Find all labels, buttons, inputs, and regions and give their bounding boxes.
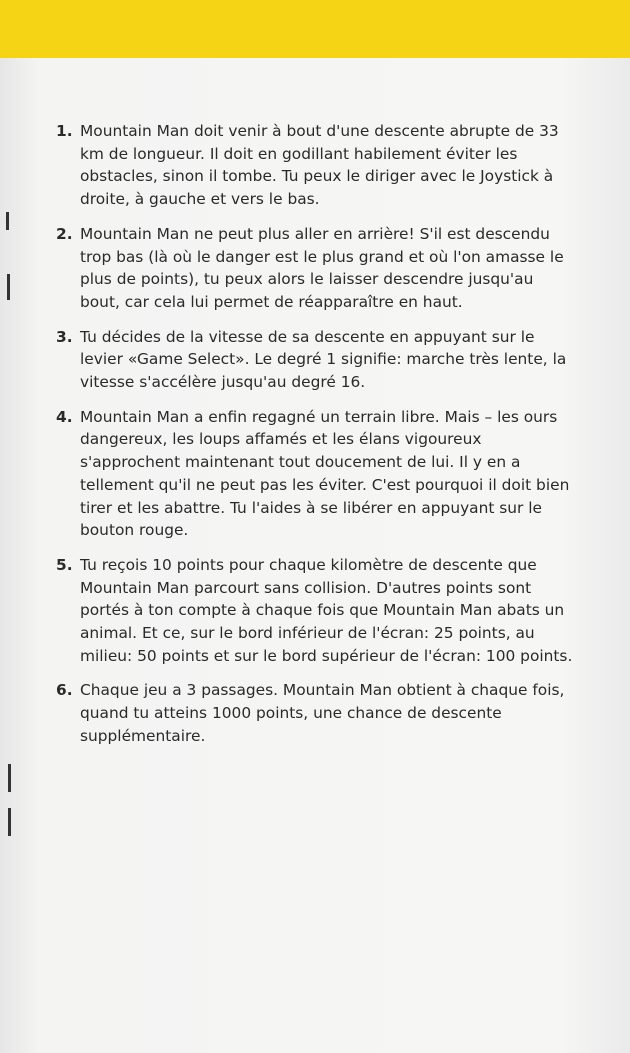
- instruction-text: Mountain Man a enfin regagné un terrain libre. Mais – les ours dangereux, les loups affamés et les élans vigoureux s'approchent maintenant tout doucement de lui. Il y en a tellement qu'il ne peut pas les éviter. C'est pourquoi il doit bien tirer et les abattre. Tu l'aides à se libérer en appuyant sur le bouton rouge.: [80, 407, 570, 540]
- instruction-list: [56, 120, 576, 760]
- instruction-item-3: [56, 326, 576, 394]
- instruction-number: 2.: [56, 224, 73, 243]
- instruction-number: 1.: [56, 122, 73, 140]
- page-edge-mark: [8, 764, 11, 792]
- yellow-header-band: [0, 0, 630, 58]
- instruction-item-6: [56, 679, 576, 747]
- instruction-number: 5.: [56, 555, 73, 574]
- page-edge-mark: [6, 212, 9, 230]
- instruction-number: 3.: [56, 327, 73, 346]
- instruction-item-2: [56, 223, 576, 314]
- instruction-text: Mountain Man ne peut plus aller en arrière! S'il est descendu trop bas (là où le danger est le plus grand et où l'on amasse le plus de points), tu peux alors le laisser descendre jusqu'au bout, car cela lui permet de réapparaître en haut.: [80, 224, 564, 311]
- page-edge-mark: [7, 274, 10, 300]
- instruction-number: 6.: [56, 681, 73, 700]
- instruction-item-4: [56, 406, 576, 542]
- instruction-text: Mountain Man doit venir à bout d'une descente abrupte de 33 km de longueur. Il doit en godillant habilement éviter les obstacles, sinon il tombe. Tu peux le diriger avec le Joystick à droite, à gauche et vers le bas.: [80, 122, 559, 209]
- page-edge-mark: [8, 808, 11, 836]
- instruction-text: Tu décides de la vitesse de sa descente en appuyant sur le levier «Game Select». Le degré 1 signifie: marche très lente, la vitesse s'accélère jusqu'au degré 16.: [80, 327, 567, 392]
- instruction-item-1: [56, 120, 576, 211]
- instruction-text: Tu reçois 10 points pour chaque kilomètre de descente que Mountain Man parcourt sans collision. D'autres points sont portés à ton compte à chaque fois que Mountain Man abats un animal. Et ce, sur le bord inférieur de l'écran: 25 points, au milieu: 50 points et sur le bord supérieur de l'écran: 100 points.: [80, 555, 573, 665]
- instruction-text: Chaque jeu a 3 passages. Mountain Man obtient à chaque fois, quand tu atteins 1000 points, une chance de descente supplémentaire.: [80, 681, 565, 745]
- instruction-item-5: [56, 554, 576, 668]
- instruction-number: 4.: [56, 407, 73, 426]
